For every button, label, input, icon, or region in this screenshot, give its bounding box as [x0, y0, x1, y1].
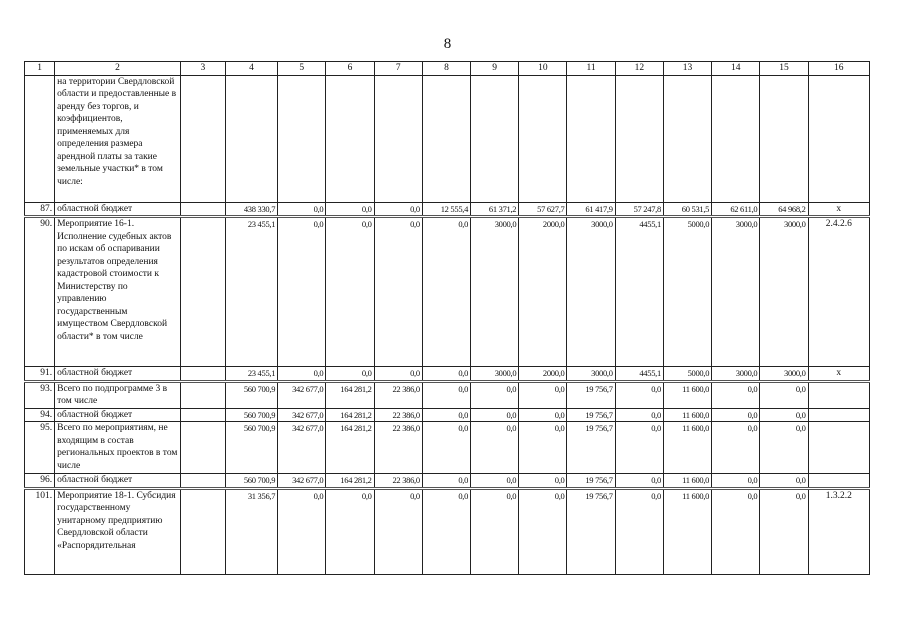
- amount-cell: 3000,0: [471, 367, 519, 382]
- amount-cell: 22 386,0: [374, 408, 422, 422]
- amount-cell: 12 555,4: [422, 202, 470, 217]
- column-header-9: 9: [471, 62, 519, 76]
- amount-cell: 3000,0: [712, 367, 760, 382]
- row-number: 90.: [25, 217, 55, 367]
- target-code: [808, 408, 869, 422]
- amount-cell: 2000,0: [519, 217, 567, 367]
- amount-cell: 0,0: [326, 367, 374, 382]
- empty-cell: [180, 474, 225, 489]
- amount-cell: 19 756,7: [567, 381, 615, 408]
- amount-cell: 0,0: [712, 381, 760, 408]
- row-description: областной бюджет: [55, 367, 181, 382]
- amount-cell: 4455,1: [615, 367, 663, 382]
- amount-cell: 560 700,9: [225, 422, 277, 474]
- amount-cell: 61 371,2: [471, 202, 519, 217]
- row-number: 94.: [25, 408, 55, 422]
- amount-cell: 19 756,7: [567, 474, 615, 489]
- amount-cell: 0,0: [615, 488, 663, 574]
- amount-cell: 0,0: [374, 488, 422, 574]
- row-number: 93.: [25, 381, 55, 408]
- target-code: [808, 422, 869, 474]
- page-number: 8: [443, 36, 452, 52]
- column-header-16: 16: [808, 62, 869, 76]
- amount-cell: 11 600,0: [663, 488, 711, 574]
- amount-cell: 0,0: [760, 381, 808, 408]
- amount-cell: 0,0: [278, 202, 326, 217]
- amount-cell: 0,0: [471, 408, 519, 422]
- amount-cell: 3000,0: [712, 217, 760, 367]
- budget-table: [24, 61, 870, 575]
- amount-cell: 19 756,7: [567, 408, 615, 422]
- column-number-header: [25, 62, 870, 76]
- amount-cell: 560 700,9: [225, 408, 277, 422]
- row-number: 95.: [25, 422, 55, 474]
- column-header-1: 1: [25, 62, 55, 76]
- row-description: областной бюджет: [55, 408, 181, 422]
- amount-cell: 0,0: [422, 422, 470, 474]
- amount-cell: 61 417,9: [567, 202, 615, 217]
- empty-cell: [180, 367, 225, 382]
- amount-cell: 0,0: [374, 217, 422, 367]
- amount-cell: 164 281,2: [326, 408, 374, 422]
- amount-cell: 57 627,7: [519, 202, 567, 217]
- table-row-continued: [25, 75, 870, 202]
- column-header-8: 8: [422, 62, 470, 76]
- empty-cell: [180, 217, 225, 367]
- amount-cell: 0,0: [471, 488, 519, 574]
- amount-cell: 342 677,0: [278, 381, 326, 408]
- amount-cell: 5000,0: [663, 217, 711, 367]
- amount-cell: 0,0: [712, 408, 760, 422]
- amount-cell: 0,0: [712, 422, 760, 474]
- amount-cell: 342 677,0: [278, 474, 326, 489]
- column-header-15: 15: [760, 62, 808, 76]
- amount-cell: 438 330,7: [225, 202, 277, 217]
- amount-cell: 31 356,7: [225, 488, 277, 574]
- column-header-2: 2: [55, 62, 181, 76]
- column-header-11: 11: [567, 62, 615, 76]
- amount-cell: 22 386,0: [374, 474, 422, 489]
- target-code: х: [808, 202, 869, 217]
- amount-cell: 0,0: [374, 202, 422, 217]
- amount-cell: 0,0: [422, 474, 470, 489]
- amount-cell: 0,0: [422, 217, 470, 367]
- amount-cell: 0,0: [422, 381, 470, 408]
- row-number: 101.: [25, 488, 55, 574]
- amount-cell: 342 677,0: [278, 422, 326, 474]
- column-header-3: 3: [180, 62, 225, 76]
- column-header-4: 4: [225, 62, 277, 76]
- amount-cell: 0,0: [712, 474, 760, 489]
- amount-cell: 560 700,9: [225, 381, 277, 408]
- row-description: Всего по подпрограмме 3 в том числе: [55, 381, 181, 408]
- amount-cell: 0,0: [615, 422, 663, 474]
- amount-cell: 0,0: [471, 381, 519, 408]
- amount-cell: 560 700,9: [225, 474, 277, 489]
- row-description: Всего по мероприятиям, не входящим в состав региональных проектов в том числе: [55, 422, 181, 474]
- target-code: 1.3.2.2: [808, 488, 869, 574]
- amount-cell: 164 281,2: [326, 474, 374, 489]
- amount-cell: 11 600,0: [663, 381, 711, 408]
- table-row: [25, 408, 870, 422]
- row-description: Мероприятие 18-1. Субсидия государственному унитарному предприятию Свердловской области «Распорядительная: [55, 488, 181, 574]
- amount-cell: 0,0: [278, 488, 326, 574]
- target-code: [808, 381, 869, 408]
- amount-cell: 19 756,7: [567, 488, 615, 574]
- amount-cell: 0,0: [422, 367, 470, 382]
- table-row: [25, 381, 870, 408]
- amount-cell: 0,0: [326, 488, 374, 574]
- column-header-6: 6: [326, 62, 374, 76]
- amount-cell: 62 611,0: [712, 202, 760, 217]
- amount-cell: 0,0: [712, 488, 760, 574]
- amount-cell: 3000,0: [567, 367, 615, 382]
- amount-cell: 0,0: [615, 381, 663, 408]
- amount-cell: 164 281,2: [326, 381, 374, 408]
- amount-cell: 0,0: [326, 202, 374, 217]
- table-row: [25, 474, 870, 489]
- amount-cell: 0,0: [519, 408, 567, 422]
- amount-cell: 3000,0: [760, 217, 808, 367]
- column-header-5: 5: [278, 62, 326, 76]
- column-header-14: 14: [712, 62, 760, 76]
- amount-cell: 2000,0: [519, 367, 567, 382]
- table-row: [25, 367, 870, 382]
- amount-cell: 0,0: [422, 488, 470, 574]
- column-header-10: 10: [519, 62, 567, 76]
- amount-cell: 0,0: [374, 367, 422, 382]
- amount-cell: 0,0: [615, 408, 663, 422]
- row-number: 87.: [25, 202, 55, 217]
- amount-cell: 3000,0: [760, 367, 808, 382]
- amount-cell: 60 531,5: [663, 202, 711, 217]
- amount-cell: 0,0: [519, 474, 567, 489]
- row-number: 96.: [25, 474, 55, 489]
- empty-cell: [180, 381, 225, 408]
- table-row: [25, 217, 870, 367]
- amount-cell: 19 756,7: [567, 422, 615, 474]
- amount-cell: 0,0: [519, 488, 567, 574]
- empty-cell: [180, 202, 225, 217]
- amount-cell: 0,0: [760, 422, 808, 474]
- table-row: [25, 422, 870, 474]
- amount-cell: 3000,0: [471, 217, 519, 367]
- column-header-13: 13: [663, 62, 711, 76]
- amount-cell: 57 247,8: [615, 202, 663, 217]
- amount-cell: 0,0: [471, 422, 519, 474]
- amount-cell: 11 600,0: [663, 422, 711, 474]
- amount-cell: 164 281,2: [326, 422, 374, 474]
- amount-cell: 11 600,0: [663, 474, 711, 489]
- row-description: на территории Свердловской области и предоставленные в аренду без торгов, и коэффициентов, применяемых для определения размера арендной платы за такие земельные участки* в том числе:: [55, 75, 181, 202]
- row-number: 91.: [25, 367, 55, 382]
- amount-cell: 23 455,1: [225, 367, 277, 382]
- empty-cell: [180, 422, 225, 474]
- amount-cell: 22 386,0: [374, 422, 422, 474]
- amount-cell: 0,0: [615, 474, 663, 489]
- amount-cell: 0,0: [422, 408, 470, 422]
- amount-cell: 0,0: [278, 367, 326, 382]
- row-description: областной бюджет: [55, 474, 181, 489]
- amount-cell: 22 386,0: [374, 381, 422, 408]
- table-row: [25, 488, 870, 574]
- table-row: [25, 202, 870, 217]
- row-description: Мероприятие 16-1. Исполнение судебных актов по искам об оспаривании результатов определения кадастровой стоимости к Министерству по управлению государственным имуществом Свердловской области* в том числе: [55, 217, 181, 367]
- amount-cell: 0,0: [760, 488, 808, 574]
- target-code: [808, 474, 869, 489]
- amount-cell: 0,0: [760, 408, 808, 422]
- target-code: 2.4.2.6: [808, 217, 869, 367]
- amount-cell: 5000,0: [663, 367, 711, 382]
- amount-cell: 0,0: [278, 217, 326, 367]
- amount-cell: 0,0: [519, 422, 567, 474]
- amount-cell: 3000,0: [567, 217, 615, 367]
- amount-cell: 11 600,0: [663, 408, 711, 422]
- column-header-7: 7: [374, 62, 422, 76]
- amount-cell: 4455,1: [615, 217, 663, 367]
- amount-cell: 23 455,1: [225, 217, 277, 367]
- amount-cell: 0,0: [326, 217, 374, 367]
- amount-cell: 0,0: [471, 474, 519, 489]
- amount-cell: 342 677,0: [278, 408, 326, 422]
- column-header-12: 12: [615, 62, 663, 76]
- amount-cell: 64 968,2: [760, 202, 808, 217]
- amount-cell: 0,0: [760, 474, 808, 489]
- empty-cell: [180, 488, 225, 574]
- target-code: х: [808, 367, 869, 382]
- empty-cell: [180, 408, 225, 422]
- row-description: областной бюджет: [55, 202, 181, 217]
- amount-cell: 0,0: [519, 381, 567, 408]
